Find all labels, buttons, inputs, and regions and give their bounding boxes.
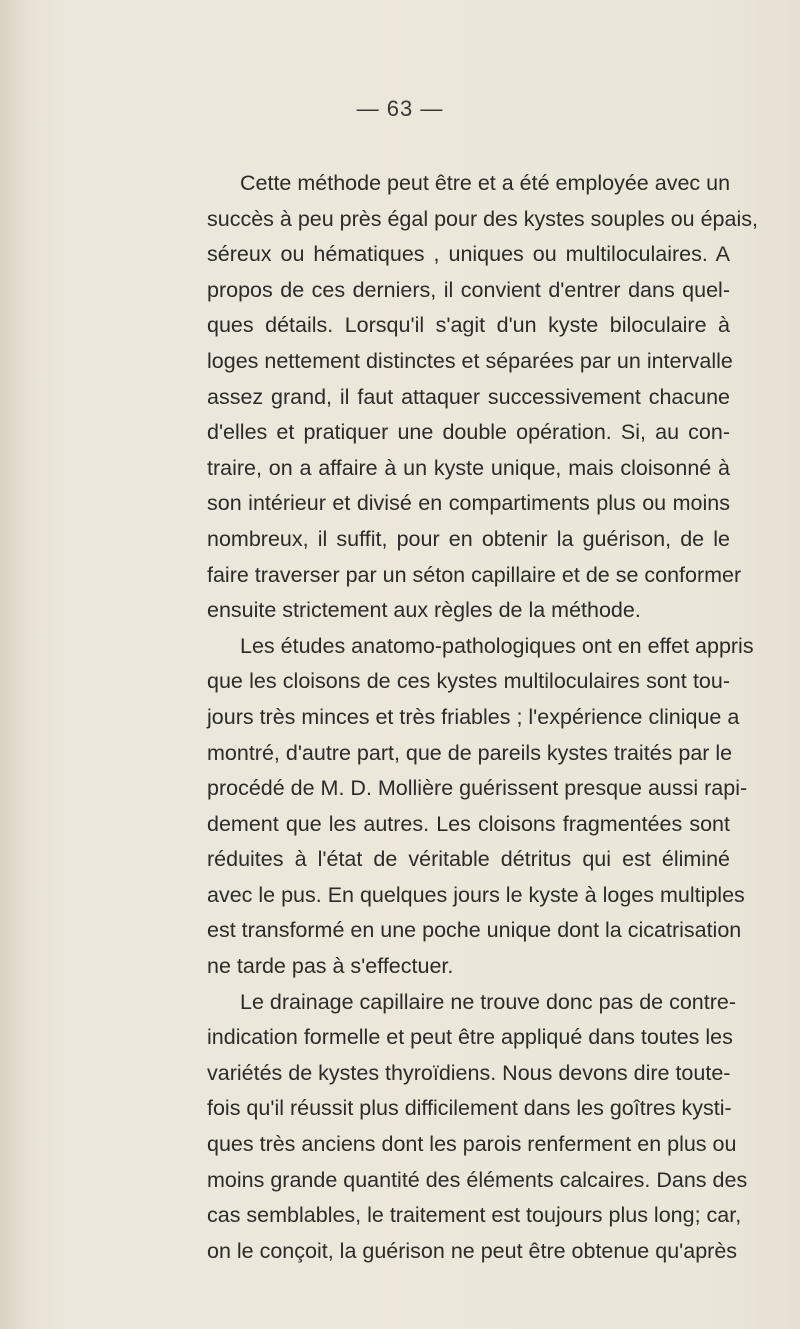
text-line: nombreux, il suffit, pour en obtenir la guérison, de le	[207, 526, 730, 551]
page-number: — 63 —	[356, 96, 444, 121]
text-line: jours très minces et très friables ; l'expérience clinique a	[207, 704, 740, 729]
text-line: succès à peu près égal pour des kystes souples ou épais,	[207, 206, 758, 231]
text-line: procédé de M. D. Mollière guérissent presque aussi rapi-	[207, 776, 748, 801]
text-line: séreux ou hématiques , uniques ou multiloculaires. A	[207, 242, 730, 267]
text-line: traire, on a affaire à un kyste unique, mais cloisonné à	[207, 455, 730, 480]
text-line: Cette méthode peut être et a été employée avec un	[240, 171, 731, 195]
text-line: son intérieur et divisé en compartiments plus ou moins	[207, 491, 730, 516]
text-line: loges nettement distinctes et séparées par un intervalle	[207, 348, 733, 373]
text-line: montré, d'autre part, que de pareils kystes traités par le	[207, 740, 733, 765]
text-line: assez grand, il faut attaquer successivement chacune	[207, 384, 730, 409]
text-line: que les cloisons de ces kystes multiloculaires sont tou-	[207, 669, 730, 694]
text-line: dement que les autres. Les cloisons fragmentées sont	[207, 811, 730, 836]
text-line: faire traverser par un séton capillaire et de se conformer	[207, 562, 742, 587]
text-line: ne tarde pas à s'effectuer.	[207, 954, 454, 979]
body-text	[207, 166, 758, 1269]
text-line: est transformé en une poche unique dont la cicatrisation	[207, 918, 742, 943]
text-line: avec le pus. En quelques jours le kyste à loges multiples	[207, 882, 745, 907]
text-line: cas semblables, le traitement est toujours plus long; car,	[207, 1203, 742, 1228]
text-line: réduites à l'état de véritable détritus qui est éliminé	[207, 847, 730, 872]
text-line: variétés de kystes thyroïdiens. Nous devons dire toute-	[207, 1060, 731, 1085]
text-line: d'elles et pratiquer une double opération. Si, au con-	[207, 420, 730, 445]
text-line: Le drainage capillaire ne trouve donc pas de contre-	[240, 989, 737, 1014]
text-line: indication formelle et peut être appliqué dans toutes les	[207, 1025, 733, 1050]
text-line: moins grande quantité des éléments calcaires. Dans des	[207, 1167, 748, 1192]
text-line: Les études anatomo-pathologiques ont en effet appris	[240, 633, 754, 658]
text-line: ques très anciens dont les parois renferment en plus ou	[207, 1132, 737, 1157]
text-line: ques détails. Lorsqu'il s'agit d'un kyste biloculaire à	[207, 313, 730, 338]
text-line: on le conçoit, la guérison ne peut être obtenue qu'après	[207, 1238, 738, 1263]
text-line: ensuite strictement aux règles de la méthode.	[207, 598, 641, 623]
text-line: propos de ces derniers, il convient d'entrer dans quel-	[207, 277, 730, 302]
text-line: fois qu'il réussit plus difficilement dans les goîtres kysti-	[207, 1096, 732, 1121]
